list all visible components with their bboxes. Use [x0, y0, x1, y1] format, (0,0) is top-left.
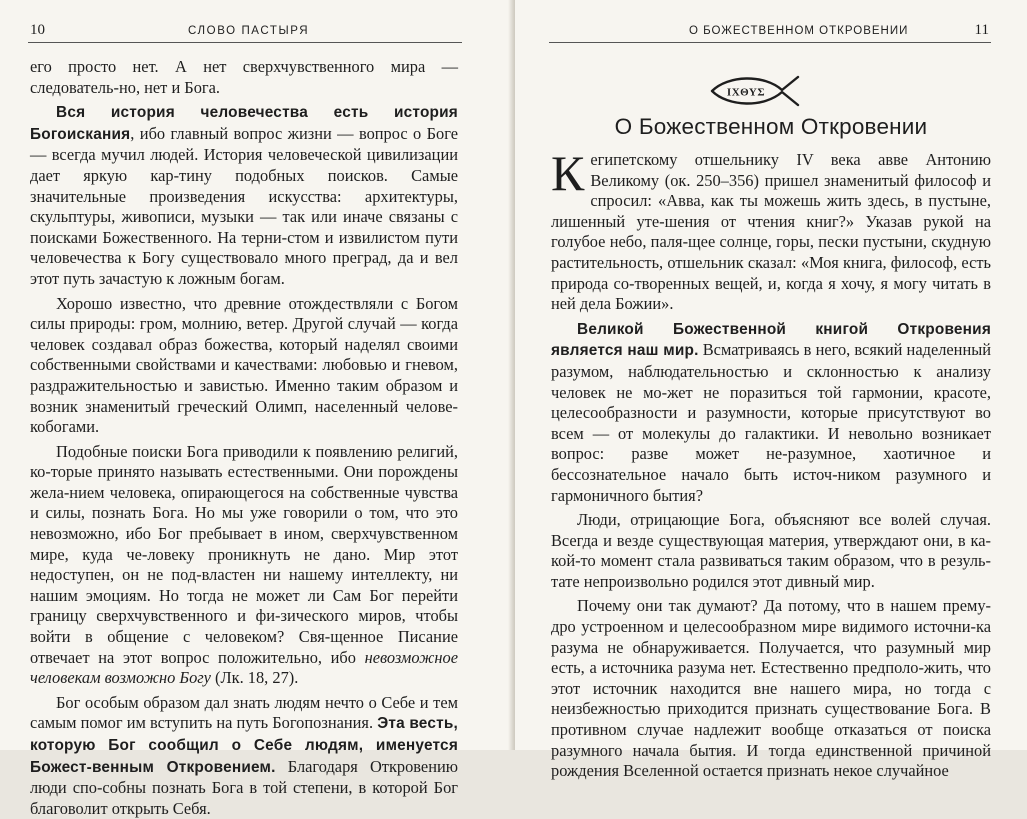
- drop-cap: К: [551, 145, 585, 201]
- scripture-quote: невозможное человекам возможно Богу: [30, 647, 458, 688]
- paragraph: [30, 102, 458, 289]
- body-text: Бог особым образом дал знать людям нечто о Себе и тем самым помог им вступить на путь Богопознания.: [30, 692, 458, 733]
- paragraph: [551, 319, 991, 506]
- body-text: египетскому отшельнику IV века авве Антонию Великому (ок. 250–356) пришел знаменитый философ и спросил: «Авва, как ты можешь жить здесь, в пустыне, лишенный уте-шения от чтения книг?» Указав рукой на голубое небо, паля-щее солнце, горы, пески пустыни, скудную растительность, отшельник сказал: «Моя книга, философ, есть природа со-творенных вещей, и, когда я хочу, я могу читать в ней дела Божии».: [551, 150, 991, 314]
- running-head: СЛОВО ПАСТЫРЯ: [188, 25, 310, 37]
- body-text: , ибо главный вопрос жизни — вопрос о Боге — всегда мучил людей. История человеческой цивилизации дает яркую кар-тину подобных поисков. Самые значительные произведения искусства: архитектуры, скульптуры, живописи, музыки — так или иначе связаны с поисками Божественного. На терни-стом и извилистом пути человечества к Богу существовало много преград, да и вел этот путь зачастую к ложным богам.: [30, 123, 458, 288]
- paragraph: [551, 510, 991, 592]
- body-text: Благодаря Откровению люди спо-собны познать Бога в той степени, в которой Бог благоволит открыть Себя.: [30, 756, 458, 818]
- body-text: Люди, отрицающие Бога, объясняют все волей случая. Всегда и везде существующая материя, утверждают они, в ка-кой-то момент стала развиваться таким образом, что в резуль-тате непроизвольно родился этот дивный мир.: [551, 510, 991, 591]
- right-page-header: [549, 22, 991, 43]
- body-text: его просто нет. А нет сверхчувственного мира — следователь-но, нет и Бога.: [30, 57, 458, 97]
- ichthys-text: ΙΧΘΥΣ: [726, 86, 766, 99]
- paragraph: [30, 693, 458, 819]
- body-text: Подобные поиски Бога приводили к появлению религий, ко-торые принято называть естественными. Они порождены жела-нием человека, опирающегося на собственные чувства и силы, познать Бога. Но мы уже говорили о том, что это невозможно, ибо Бог пребывает в ином, сверхчувственном мире, куда че-ловеку проникнуть не дано. Мир этот недоступен, он не под-властен ни нашему интеллекту, ни нашим эмоциям. Но тогда не может ли Сам Бог перейти границу сверхчувственного и фи-зического миров, чтобы войти в общение с человеком? Свя-щенное Писание отвечает на этот вопрос положительно, ибо: [30, 441, 458, 667]
- body-text: Всматриваясь в него, всякий наделенный разумом, наблюдательностью и склонностью к анализу человек не мо-жет не поразиться той гармонии, красоте, целесообразности и разумности, которые присутствуют во всем — от молекулы до галактики. И невольно возникает вопрос: разве может не-разумное, хаотичное и бессознательное начало быть источ-ником разумного и гармоничного бытия?: [551, 340, 991, 505]
- ichthys-fish-icon: [708, 74, 800, 108]
- paragraph: [551, 596, 991, 781]
- body-text: (Лк. 18, 27).: [210, 668, 299, 688]
- body-text: Хорошо известно, что древние отождествляли с Богом силы природы: гром, молнию, ветер. Другой случай — когда человек создавал образ божества, который наделял своими собственными свойствами и качествами: любовью и гневом, раздражительностью и завистью. Именно таким образом и возник знаменитый греческий Олимп, населенный челове-кобогами.: [30, 293, 458, 437]
- left-page-body: [30, 57, 458, 819]
- paragraph: [30, 442, 458, 689]
- paragraph: [30, 294, 458, 438]
- left-page-header: [28, 22, 462, 43]
- emphasis-text: Вся история человечества есть история Богоискания: [30, 104, 458, 143]
- body-text: Почему они так думают? Да потому, что в нашем прему-дро устроенном и целесообразном мире видимого источни-ка разума не обнаруживается. Получается, что разумный мир есть, а источника разума нет. Естественно предполо-жить, что этот источник находится вне нашего мира, но тогда с неизбежностью приходится признать существование Бога. В противном случае надлежит вообще отказаться от поиска разумного начала бытия. И тогда единственной причиной рождения Вселенной остается признать некое случайное: [551, 596, 991, 781]
- emphasis-text: Эта весть, которую Бог сообщил о Себе людям, именуется Божест-венным Откровением.: [30, 715, 458, 776]
- paragraph: [551, 145, 991, 315]
- paragraph: [30, 57, 458, 98]
- page-number: 11: [974, 22, 989, 38]
- emphasis-text: Великой Божественной книгой Откровения является наш мир.: [551, 320, 991, 360]
- left-page: [0, 0, 512, 818]
- page-number: 10: [30, 22, 45, 38]
- running-head: О БОЖЕСТВЕННОМ ОТКРОВЕНИИ: [689, 25, 909, 37]
- right-page: [515, 0, 1027, 781]
- chapter-title: О Божественном Откровении: [614, 114, 928, 139]
- right-page-body: [551, 145, 991, 782]
